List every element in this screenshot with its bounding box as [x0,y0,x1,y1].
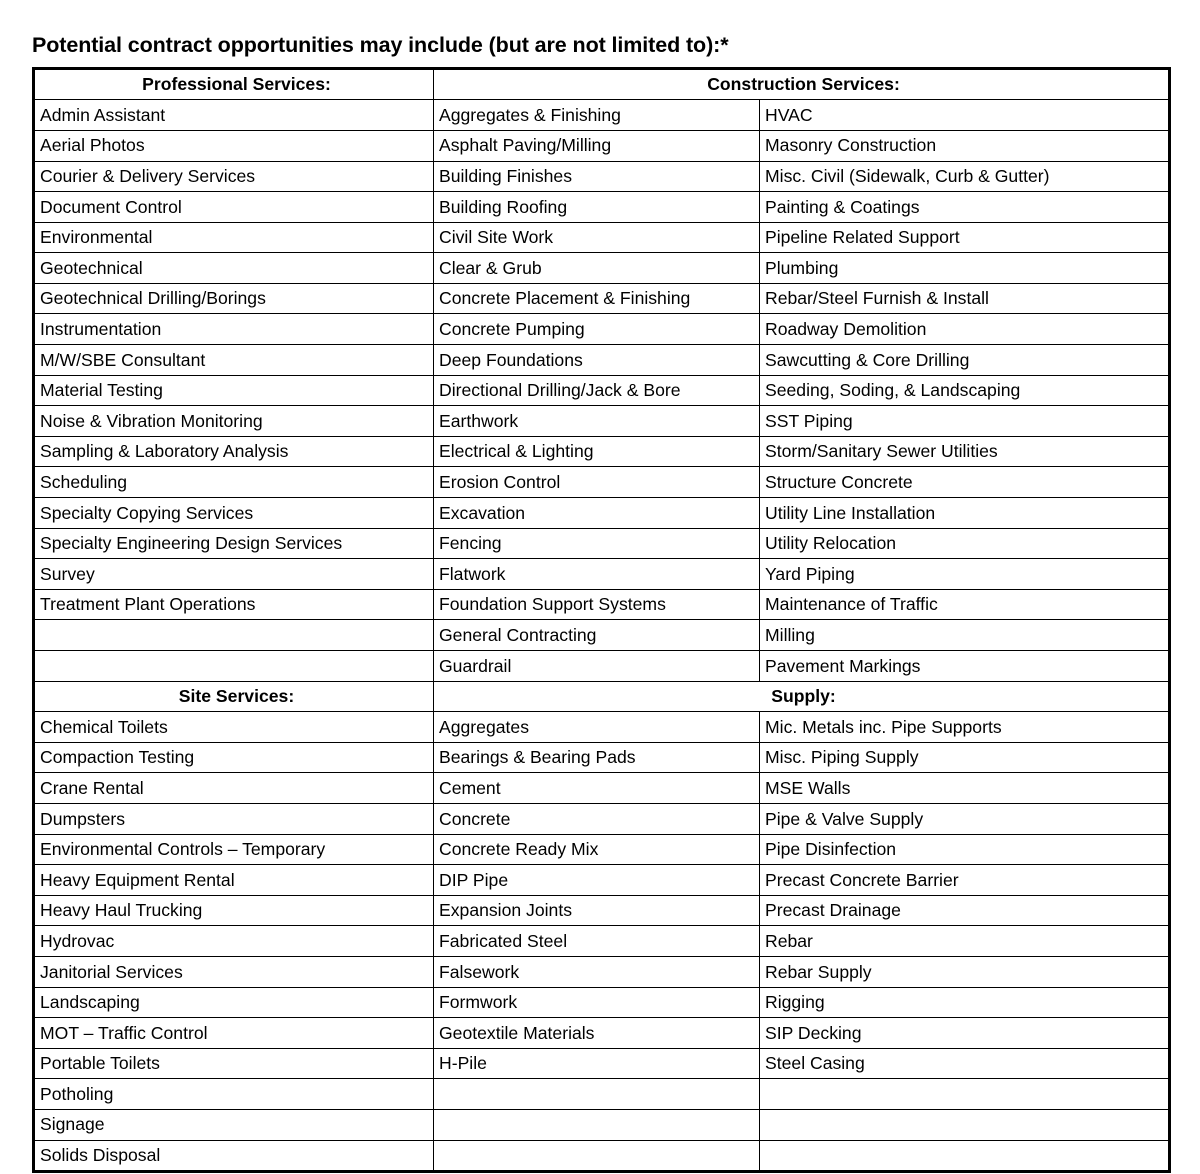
cell-right_column-empty [760,1140,1170,1172]
cell-right_column: Rebar Supply [760,956,1170,987]
cell-right_column: Rebar [760,926,1170,957]
cell-right_column: Seeding, Soding, & Landscaping [760,375,1170,406]
table-row [34,773,1170,804]
cell-middle_column: Geotextile Materials [434,1018,760,1049]
cell-middle_column: DIP Pipe [434,865,760,896]
cell-left_column: Janitorial Services [34,956,434,987]
cell-middle_column-empty [434,1079,760,1110]
cell-right_column: Sawcutting & Core Drilling [760,345,1170,376]
table-row [34,528,1170,559]
cell-left_column: Scheduling [34,467,434,498]
cell-left_column: Environmental [34,222,434,253]
table-row [34,1140,1170,1172]
cell-middle_column: Guardrail [434,651,760,682]
cell-middle_column: Electrical & Lighting [434,436,760,467]
cell-left_column: Specialty Engineering Design Services [34,528,434,559]
cell-left_column-empty [34,651,434,682]
table-row [34,865,1170,896]
cell-right_column: HVAC [760,100,1170,131]
table-row [34,130,1170,161]
cell-right_column: Misc. Piping Supply [760,742,1170,773]
cell-left_column: M/W/SBE Consultant [34,345,434,376]
cell-middle_column-empty [434,1140,760,1172]
cell-middle_column: Erosion Control [434,467,760,498]
cell-left_column: Geotechnical [34,253,434,284]
cell-middle_column: Concrete Pumping [434,314,760,345]
cell-right_column-empty [760,1079,1170,1110]
cell-right_column: Structure Concrete [760,467,1170,498]
table-row [34,345,1170,376]
cell-left_column: Chemical Toilets [34,712,434,743]
cell-middle_column: Building Finishes [434,161,760,192]
cell-middle_column: Aggregates & Finishing [434,100,760,131]
cell-right_column: Steel Casing [760,1048,1170,1079]
cell-middle_column: Concrete Ready Mix [434,834,760,865]
cell-left_column: Courier & Delivery Services [34,161,434,192]
cell-middle_column: Building Roofing [434,192,760,223]
table-row [34,987,1170,1018]
section-header-row [34,68,1170,100]
cell-right_column: Painting & Coatings [760,192,1170,223]
cell-left_column: Environmental Controls – Temporary [34,834,434,865]
cell-right_column: Mic. Metals inc. Pipe Supports [760,712,1170,743]
cell-left_column: Aerial Photos [34,130,434,161]
cell-left_column: Solids Disposal [34,1140,434,1172]
cell-right_column: Masonry Construction [760,130,1170,161]
table-row [34,1018,1170,1049]
cell-right_column: MSE Walls [760,773,1170,804]
section-header-site-supply-section-left: Site Services: [34,681,434,712]
cell-middle_column: Foundation Support Systems [434,589,760,620]
cell-middle_column: General Contracting [434,620,760,651]
cell-middle_column: Deep Foundations [434,345,760,376]
cell-middle_column: Formwork [434,987,760,1018]
cell-right_column: Precast Concrete Barrier [760,865,1170,896]
cell-middle_column: Flatwork [434,559,760,590]
cell-left_column: Signage [34,1109,434,1140]
cell-left_column: Noise & Vibration Monitoring [34,406,434,437]
cell-right_column: Pipe & Valve Supply [760,803,1170,834]
table-row [34,192,1170,223]
section-header-row [34,681,1170,712]
cell-right_column: Yard Piping [760,559,1170,590]
cell-right_column: Pavement Markings [760,651,1170,682]
cell-right_column: Maintenance of Traffic [760,589,1170,620]
table-row [34,651,1170,682]
cell-left_column: Sampling & Laboratory Analysis [34,436,434,467]
cell-right_column: Rigging [760,987,1170,1018]
table-row [34,253,1170,284]
table-row [34,956,1170,987]
table-row [34,712,1170,743]
table-row [34,834,1170,865]
cell-middle_column: Expansion Joints [434,895,760,926]
cell-middle_column: Concrete Placement & Finishing [434,283,760,314]
cell-middle_column: Aggregates [434,712,760,743]
cell-left_column: Material Testing [34,375,434,406]
cell-middle_column: Fencing [434,528,760,559]
table-row [34,161,1170,192]
table-row [34,559,1170,590]
cell-middle_column: Fabricated Steel [434,926,760,957]
table-row [34,100,1170,131]
cell-right_column: Storm/Sanitary Sewer Utilities [760,436,1170,467]
cell-left_column: Treatment Plant Operations [34,589,434,620]
cell-middle_column: H-Pile [434,1048,760,1079]
table-row [34,1109,1170,1140]
table-row [34,1079,1170,1110]
cell-left_column: Document Control [34,192,434,223]
table-row [34,467,1170,498]
cell-left_column: Geotechnical Drilling/Borings [34,283,434,314]
table-row [34,1048,1170,1079]
cell-left_column: Hydrovac [34,926,434,957]
page-title: Potential contract opportunities may include (but are not limited to):* [32,33,729,57]
cell-right_column: Pipeline Related Support [760,222,1170,253]
table-row [34,222,1170,253]
cell-left_column: Specialty Copying Services [34,498,434,529]
cell-right_column: SST Piping [760,406,1170,437]
cell-left_column: Landscaping [34,987,434,1018]
table-row [34,283,1170,314]
cell-middle_column: Clear & Grub [434,253,760,284]
cell-left_column: Heavy Haul Trucking [34,895,434,926]
cell-middle_column-empty [434,1109,760,1140]
cell-right_column: Roadway Demolition [760,314,1170,345]
cell-left_column: Instrumentation [34,314,434,345]
cell-left_column: Potholing [34,1079,434,1110]
cell-right_column: Plumbing [760,253,1170,284]
cell-left_column: Heavy Equipment Rental [34,865,434,896]
cell-left_column: MOT – Traffic Control [34,1018,434,1049]
cell-middle_column: Cement [434,773,760,804]
cell-middle_column: Asphalt Paving/Milling [434,130,760,161]
table-row [34,895,1170,926]
cell-middle_column: Falsework [434,956,760,987]
table-row [34,803,1170,834]
cell-right_column: Utility Line Installation [760,498,1170,529]
cell-middle_column: Concrete [434,803,760,834]
cell-right_column: Utility Relocation [760,528,1170,559]
table-row [34,314,1170,345]
cell-left_column: Crane Rental [34,773,434,804]
cell-left_column: Dumpsters [34,803,434,834]
table-row [34,498,1170,529]
cell-left_column: Survey [34,559,434,590]
cell-middle_column: Excavation [434,498,760,529]
cell-right_column: Milling [760,620,1170,651]
cell-right_column: Pipe Disinfection [760,834,1170,865]
cell-left_column: Portable Toilets [34,1048,434,1079]
table-row [34,589,1170,620]
table-row [34,926,1170,957]
section-header-services-section-left: Professional Services: [34,68,434,100]
cell-middle_column: Civil Site Work [434,222,760,253]
cell-left_column: Compaction Testing [34,742,434,773]
cell-right_column: Rebar/Steel Furnish & Install [760,283,1170,314]
cell-right_column: Misc. Civil (Sidewalk, Curb & Gutter) [760,161,1170,192]
table-row [34,375,1170,406]
section-header-services-section-right: Construction Services: [434,68,1170,100]
table-row [34,436,1170,467]
cell-right_column-empty [760,1109,1170,1140]
cell-middle_column: Bearings & Bearing Pads [434,742,760,773]
table-row [34,620,1170,651]
cell-left_column-empty [34,620,434,651]
cell-middle_column: Earthwork [434,406,760,437]
cell-middle_column: Directional Drilling/Jack & Bore [434,375,760,406]
table-row [34,742,1170,773]
table-row [34,406,1170,437]
section-header-site-supply-section-right: Supply: [434,681,1170,712]
cell-left_column: Admin Assistant [34,100,434,131]
cell-right_column: SIP Decking [760,1018,1170,1049]
cell-right_column: Precast Drainage [760,895,1170,926]
opportunities-table [32,67,1171,1173]
